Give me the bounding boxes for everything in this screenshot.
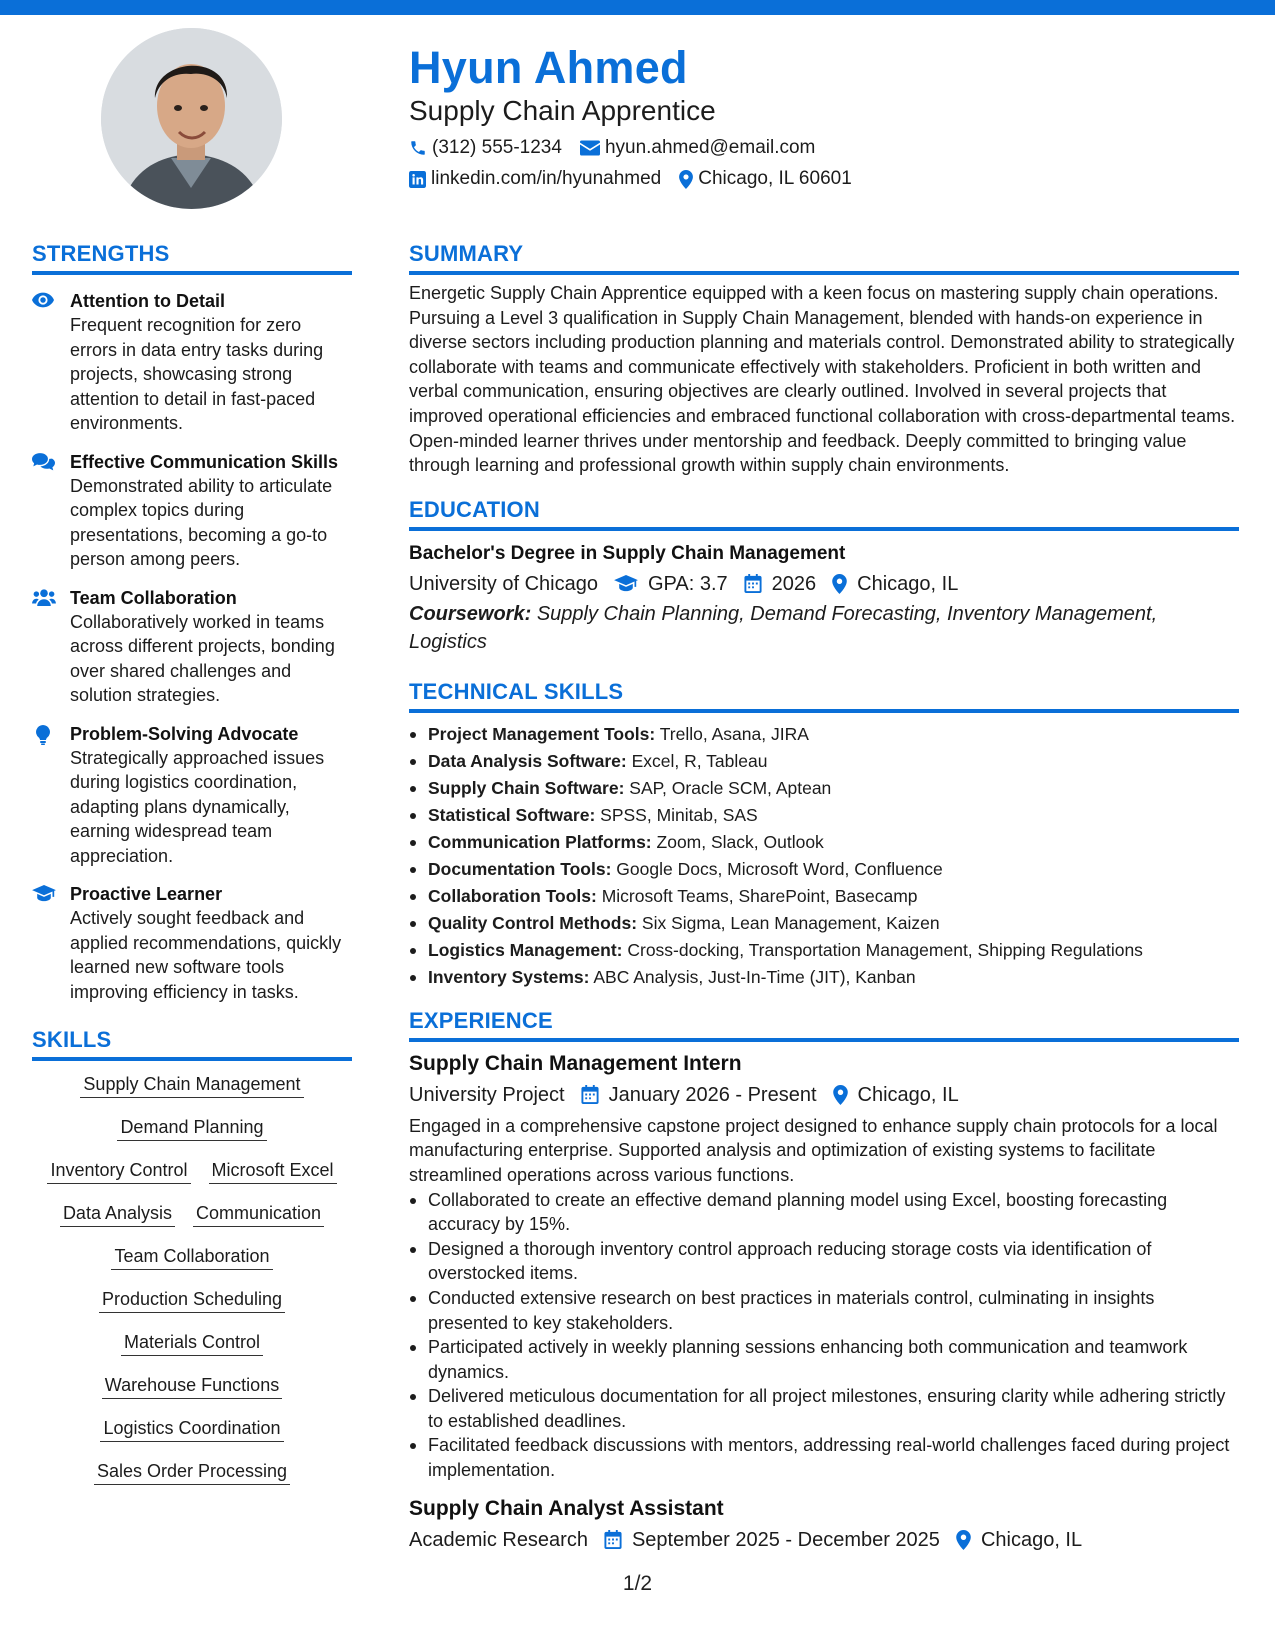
strength-item xyxy=(32,882,352,1004)
linkedin-text: linkedin.com/in/hyunahmed xyxy=(431,168,662,189)
tech-skill-label: Collaboration Tools: xyxy=(428,885,597,906)
job-bullet: Participated actively in weekly planning sessions enhancing both communication and teamwork dynamics. xyxy=(409,1335,1239,1384)
strength-desc: Strategically approached issues during logistics coordination, adapting plans dynamically, earning widespread team appreciation. xyxy=(70,747,325,866)
map-pin-icon xyxy=(833,1085,848,1105)
tech-skill-value: Zoom, Slack, Outlook xyxy=(656,831,824,852)
job-bullet: Facilitated feedback discussions with mentors, addressing real-world challenges faced during project implementation. xyxy=(409,1433,1239,1482)
users-icon xyxy=(32,589,56,606)
tech-skill-value: Google Docs, Microsoft Word, Confluence xyxy=(616,858,943,879)
tech-skill-label: Statistical Software: xyxy=(428,804,596,825)
eye-icon xyxy=(32,292,54,308)
strength-title: Effective Communication Skills xyxy=(70,451,339,472)
phone-text: (312) 555-1234 xyxy=(432,137,562,158)
job-meta xyxy=(409,1526,1239,1554)
graduation-cap-icon xyxy=(614,575,638,592)
coursework-list: Supply Chain Planning, Demand Forecasting, Inventory Management, Logistics xyxy=(409,602,1158,653)
tech-skill-item xyxy=(409,856,1239,883)
tech-skill-item xyxy=(409,829,1239,856)
profile-photo-icon xyxy=(101,28,282,209)
education-degree: Bachelor's Degree in Supply Chain Management xyxy=(409,542,846,564)
tech-skill-value: Microsoft Teams, SharePoint, Basecamp xyxy=(601,885,918,906)
phone-contact[interactable] xyxy=(409,136,562,160)
graduation-cap-icon xyxy=(32,885,56,902)
job-bullets xyxy=(409,1188,1239,1483)
resume-header xyxy=(409,40,1229,191)
profile-photo xyxy=(101,28,282,209)
lightbulb-icon xyxy=(36,725,50,745)
skill-tag: Communication xyxy=(193,1202,324,1227)
summary-text: Energetic Supply Chain Apprentice equipped with a keen focus on mastering supply chain operations. Pursuing a Level 3 qualification in Supply Chain Management, blended with hands-on experience in diverse sectors including production planning and materials control. Demonstrated ability to strategically collaborate with teams and communicate effectively with stakeholders. Proficient in both written and verbal communication, ensuring objectives are clearly outlined. Involved in several projects that improved operational efficiencies and embraced functional collaboration with cross-departmental teams. Open-minded learner thrives under mentorship and feedback. Deeply committed to bringing value through learning and professional growth within supply chain environments. xyxy=(409,283,1236,476)
experience-heading: EXPERIENCE xyxy=(409,1007,1239,1042)
tech-skill-value: SPSS, Minitab, SAS xyxy=(600,804,758,825)
strength-desc: Demonstrated ability to articulate complex topics during presentations, becoming a go-to person among peers. xyxy=(70,475,333,569)
skill-tag: Data Analysis xyxy=(60,1202,175,1227)
education-heading: EDUCATION xyxy=(409,496,1239,531)
education-gpa: GPA: 3.7 xyxy=(647,572,728,595)
strength-title: Team Collaboration xyxy=(70,587,237,608)
job-location: Chicago, IL xyxy=(857,1083,959,1106)
job-org: Academic Research xyxy=(409,1528,588,1551)
email-contact[interactable] xyxy=(580,136,815,160)
job-bullet: Delivered meticulous documentation for all project milestones, ensuring clarity while adhering strictly to established deadlines. xyxy=(409,1384,1239,1433)
education-meta xyxy=(409,570,1239,598)
education-year: 2026 xyxy=(771,572,817,595)
job-bullet: Collaborated to create an effective demand planning model using Excel, boosting forecasting accuracy by 15%. xyxy=(409,1188,1239,1237)
calendar-icon xyxy=(744,574,762,593)
tech-skill-item xyxy=(409,721,1239,748)
strength-desc: Collaboratively worked in teams across different projects, bonding over shared challenges and solution strategies. xyxy=(70,611,335,705)
contact-row-1 xyxy=(409,136,1229,160)
skill-tag: Supply Chain Management xyxy=(80,1073,303,1098)
job-org: University Project xyxy=(409,1083,565,1106)
tech-skill-label: Project Management Tools: xyxy=(428,723,656,744)
tech-skill-item xyxy=(409,883,1239,910)
education-school: University of Chicago xyxy=(409,572,598,595)
job-location: Chicago, IL xyxy=(980,1528,1083,1551)
strength-item xyxy=(32,289,352,436)
linkedin-icon xyxy=(409,171,426,188)
email-text: hyun.ahmed@email.com xyxy=(604,137,816,158)
calendar-icon xyxy=(581,1085,599,1104)
strength-item xyxy=(32,722,352,869)
tech-skill-item xyxy=(409,964,1239,991)
top-accent-bar xyxy=(0,0,1275,15)
summary-heading: SUMMARY xyxy=(409,240,1239,275)
skill-tag: Production Scheduling xyxy=(99,1288,285,1313)
skill-tag: Sales Order Processing xyxy=(94,1460,290,1485)
map-pin-icon xyxy=(679,170,693,189)
strength-item xyxy=(32,586,352,708)
job-title: Supply Chain Analyst Assistant xyxy=(409,1496,724,1520)
tech-skill-item xyxy=(409,937,1239,964)
strength-title: Problem-Solving Advocate xyxy=(70,723,299,744)
candidate-title: Supply Chain Apprentice xyxy=(409,95,716,126)
linkedin-contact[interactable] xyxy=(409,167,661,191)
skills-list xyxy=(32,1073,352,1503)
tech-skill-label: Data Analysis Software: xyxy=(428,750,627,771)
job-bullet: Conducted extensive research on best practices in materials control, culminating in insights presented to key stakeholders. xyxy=(409,1286,1239,1335)
strength-title: Proactive Learner xyxy=(70,884,223,904)
tech-skill-label: Supply Chain Software: xyxy=(428,777,625,798)
job-dates: September 2025 - December 2025 xyxy=(631,1528,940,1551)
page-number: 1/2 xyxy=(622,1572,653,1595)
job-dates: January 2026 - Present xyxy=(608,1083,817,1106)
comments-icon xyxy=(32,453,55,471)
right-column xyxy=(409,240,1239,1554)
skill-tag: Team Collaboration xyxy=(111,1245,272,1270)
tech-skill-label: Quality Control Methods: xyxy=(428,912,638,933)
tech-skill-item xyxy=(409,802,1239,829)
education-coursework xyxy=(409,600,1239,656)
strength-desc: Frequent recognition for zero errors in data entry tasks during projects, showcasing strong attention to detail in fast-paced environments. xyxy=(70,315,324,433)
technical-skills-heading: TECHNICAL SKILLS xyxy=(409,678,1239,713)
tech-skill-item xyxy=(409,775,1239,802)
skill-tag: Logistics Coordination xyxy=(100,1417,283,1442)
education-location: Chicago, IL xyxy=(857,572,959,595)
job-description: Engaged in a comprehensive capstone project designed to enhance supply chain protocols for a local manufacturing enterprise. Supported analysis and optimization of existing systems to facilitate streamlined operations across various functions. xyxy=(409,1115,1218,1185)
contact-row-2 xyxy=(409,167,1229,191)
technical-skills-list xyxy=(409,721,1239,991)
job-title: Supply Chain Management Intern xyxy=(409,1051,742,1075)
candidate-name: Hyun Ahmed xyxy=(409,42,688,93)
left-column xyxy=(32,240,352,1503)
skill-tag: Microsoft Excel xyxy=(209,1159,337,1184)
skill-tag: Warehouse Functions xyxy=(102,1374,282,1399)
tech-skill-value: Excel, R, Tableau xyxy=(631,750,768,771)
coursework-label: Coursework: xyxy=(409,602,532,625)
tech-skill-value: ABC Analysis, Just-In-Time (JIT), Kanban xyxy=(593,966,916,987)
skills-heading: SKILLS xyxy=(32,1026,352,1061)
location-text: Chicago, IL 60601 xyxy=(698,168,852,189)
skill-tag: Inventory Control xyxy=(47,1159,190,1184)
skill-tag: Materials Control xyxy=(121,1331,263,1356)
tech-skill-label: Logistics Management: xyxy=(428,939,623,960)
map-pin-icon xyxy=(832,574,847,594)
tech-skill-value: Cross-docking, Transportation Management, Shipping Regulations xyxy=(627,939,1143,960)
tech-skill-item xyxy=(409,748,1239,775)
map-pin-icon xyxy=(956,1530,971,1550)
envelope-icon xyxy=(580,140,600,156)
tech-skill-label: Documentation Tools: xyxy=(428,858,612,879)
tech-skill-label: Communication Platforms: xyxy=(428,831,652,852)
strength-item xyxy=(32,450,352,572)
job-meta xyxy=(409,1081,1239,1109)
tech-skill-value: Six Sigma, Lean Management, Kaizen xyxy=(641,912,940,933)
job-bullet: Designed a thorough inventory control approach reducing storage costs via identification of overstocked items. xyxy=(409,1237,1239,1286)
tech-skill-value: Trello, Asana, JIRA xyxy=(659,723,809,744)
tech-skill-value: SAP, Oracle SCM, Aptean xyxy=(629,777,832,798)
calendar-icon xyxy=(604,1530,622,1549)
skill-tag: Demand Planning xyxy=(117,1116,266,1141)
tech-skill-item xyxy=(409,910,1239,937)
strength-desc: Actively sought feedback and applied recommendations, quickly learned new software tools improving efficiency in tasks. xyxy=(70,908,342,1002)
strengths-heading: STRENGTHS xyxy=(32,240,352,275)
location-contact xyxy=(679,167,852,191)
strength-title: Attention to Detail xyxy=(70,291,225,311)
tech-skill-label: Inventory Systems: xyxy=(428,966,590,987)
phone-icon xyxy=(409,139,427,157)
